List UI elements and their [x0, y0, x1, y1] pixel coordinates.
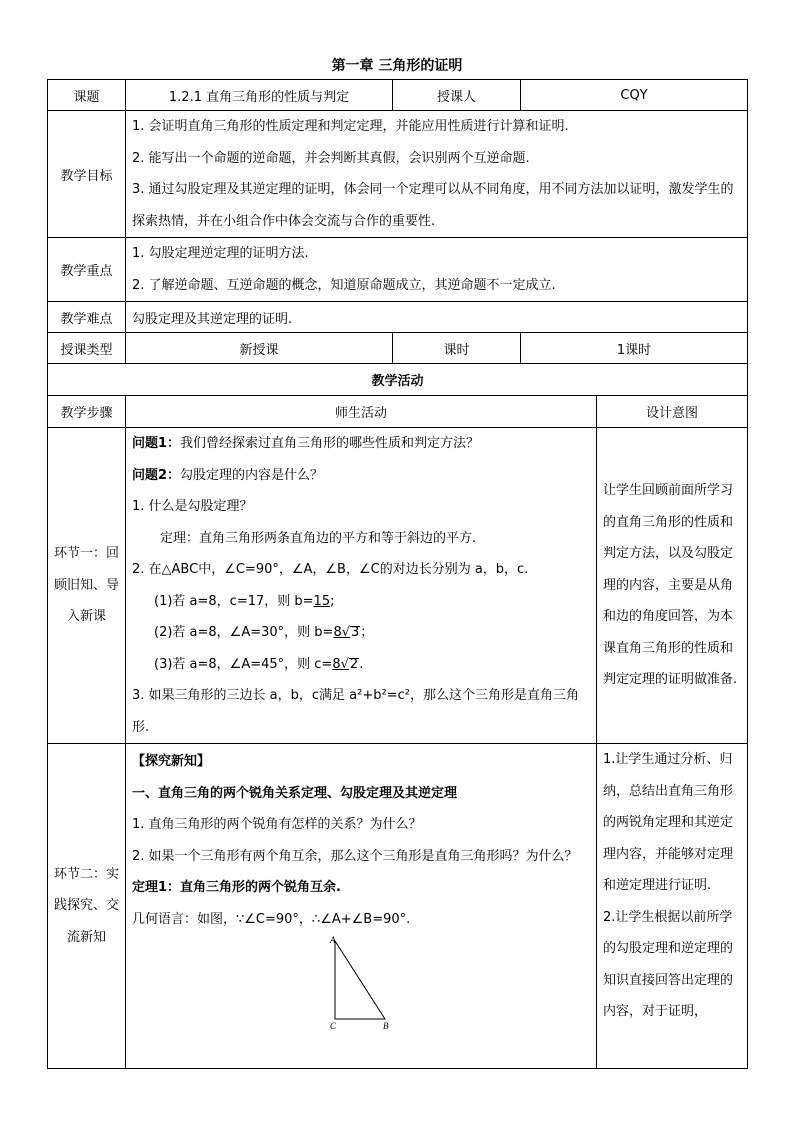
lesson-plan-table: [47, 79, 748, 1069]
column-activity: 师生活动: [126, 396, 597, 428]
q1-label: 问题1：: [132, 436, 181, 451]
key-points-row: [48, 238, 748, 302]
sub-question-3: (3)若 a=8，∠A=45°，则 c=8√2.: [154, 656, 364, 672]
teacher-value: CQY: [521, 80, 748, 111]
answer-15: 15: [313, 593, 331, 609]
sub-question-2: (2)若 a=8，∠A=30°，则 b=8√3；: [154, 625, 374, 640]
right-triangle-figure: [327, 935, 447, 1030]
difficulty-label: 教学难点: [48, 302, 126, 333]
step1-name: 环节一：回顾旧知、导入新课: [48, 428, 126, 744]
theorem-1: 定理1：直角三角形的两个锐角互余.: [132, 880, 341, 895]
columns-header-row: [48, 396, 748, 428]
difficulty-row: [48, 302, 748, 333]
step2-line: 1. 直角三角形的两个锐角有怎样的关系？为什么？: [132, 817, 422, 832]
hours-label: 课时: [393, 333, 521, 364]
step1-line: 2. 在△ABC中，∠C=90°，∠A，∠B，∠C的对边长分别为 a，b，c.: [132, 562, 529, 577]
step1-row: [48, 428, 748, 744]
vertex-label-b: B: [383, 1021, 389, 1030]
key-points-content: [126, 238, 748, 302]
objective-item: 3. 通过勾股定理及其逆定理的证明，体会同一个定理可以从不同角度，用不同方法加以证明，激发学生的探索热情，并在小组合作中体会交流与合作的重要性.: [132, 182, 734, 229]
step1-purpose: 让学生回顾前面所学习的直角三角形的性质和判定方法，以及勾股定理的内容，主要是从角和边的角度回答，为本课直角三角形的性质和判定定理的证明做准备.: [597, 428, 748, 744]
type-label: 授课类型: [48, 333, 126, 364]
objective-item: 2. 能写出一个命题的逆命题，并会判断其真假，会识别两个互逆命题.: [132, 150, 530, 166]
objectives-content: [126, 111, 748, 238]
page-title: 第一章 三角形的证明: [331, 58, 463, 74]
geometric-statement: 几何语言：如图，∵∠C=90°，∴∠A+∠B=90°.: [132, 911, 411, 927]
difficulty-text: 勾股定理及其逆定理的证明.: [126, 302, 748, 333]
teacher-label: 授课人: [393, 80, 521, 111]
objective-item: 1. 会证明直角三角形的性质定理和判定定理，并能应用性质进行计算和证明.: [132, 119, 569, 134]
vertex-label-a: A: [330, 935, 336, 945]
step2-name: 环节二：实践探究、交流新知: [48, 744, 126, 1069]
objectives-row: [48, 111, 748, 238]
column-purpose: 设计意图: [597, 396, 748, 428]
key-points-label: 教学重点: [48, 238, 126, 302]
triangle-shape: [335, 941, 385, 1019]
q2-label: 问题2：: [132, 467, 181, 483]
section-heading: 一、直角三角的两个锐角关系定理、勾股定理及其逆定理: [132, 785, 458, 801]
q1-text: 我们曾经探索过直角三角形的哪些性质和判定方法？: [180, 436, 480, 451]
hours-value: 1课时: [521, 333, 748, 364]
answer-8-root-3: 8√3: [333, 625, 360, 640]
step1-activity: [126, 428, 597, 744]
type-value: 新授课: [126, 333, 393, 364]
step2-purpose: 1.让学生通过分析、归纳，总结出直角三角形的两锐角定理和其逆定理内容，并能够对定理和逆定理进行证明. 2.让学生根据以前所学的勾股定理和逆定理的知识直接回答出定理的内容，对于证明，: [597, 744, 748, 1069]
column-step: 教学步骤: [48, 396, 126, 428]
header-row: [48, 80, 748, 111]
key-point-item: 1. 勾股定理逆定理的证明方法.: [132, 246, 309, 261]
step1-line: 3. 如果三角形的三边长 a，b，c满足 a²+b²=c²，那么这个三角形是直角三角形.: [132, 688, 579, 735]
step2-activity: [126, 744, 597, 1069]
key-point-item: 2. 了解逆命题、互逆命题的概念，知道原命题成立，其逆命题不一定成立.: [132, 277, 556, 293]
step1-line: 1. 什么是勾股定理？: [132, 499, 253, 514]
activities-title-row: [48, 364, 748, 396]
sub-question-1: (1)若 a=8，c=17，则 b=15;: [154, 593, 335, 609]
objectives-label: 教学目标: [48, 111, 126, 238]
activities-title: 教学活动: [48, 364, 748, 396]
answer-8-root-2: 8√2: [332, 656, 359, 672]
step2-line: 2. 如果一个三角形有两个角互余，那么这个三角形是直角三角形吗？为什么？: [132, 848, 578, 864]
type-row: [48, 333, 748, 364]
q2-text: 勾股定理的内容是什么？: [180, 467, 324, 483]
step2-row: [48, 744, 748, 1069]
course-value: 1.2.1 直角三角形的性质与判定: [126, 80, 393, 111]
explore-heading: 【探究新知】: [132, 754, 211, 769]
course-label: 课题: [48, 80, 126, 111]
vertex-label-c: C: [330, 1021, 337, 1030]
theorem-statement: 定理：直角三角形两条直角边的平方和等于斜边的平方.: [160, 530, 477, 546]
